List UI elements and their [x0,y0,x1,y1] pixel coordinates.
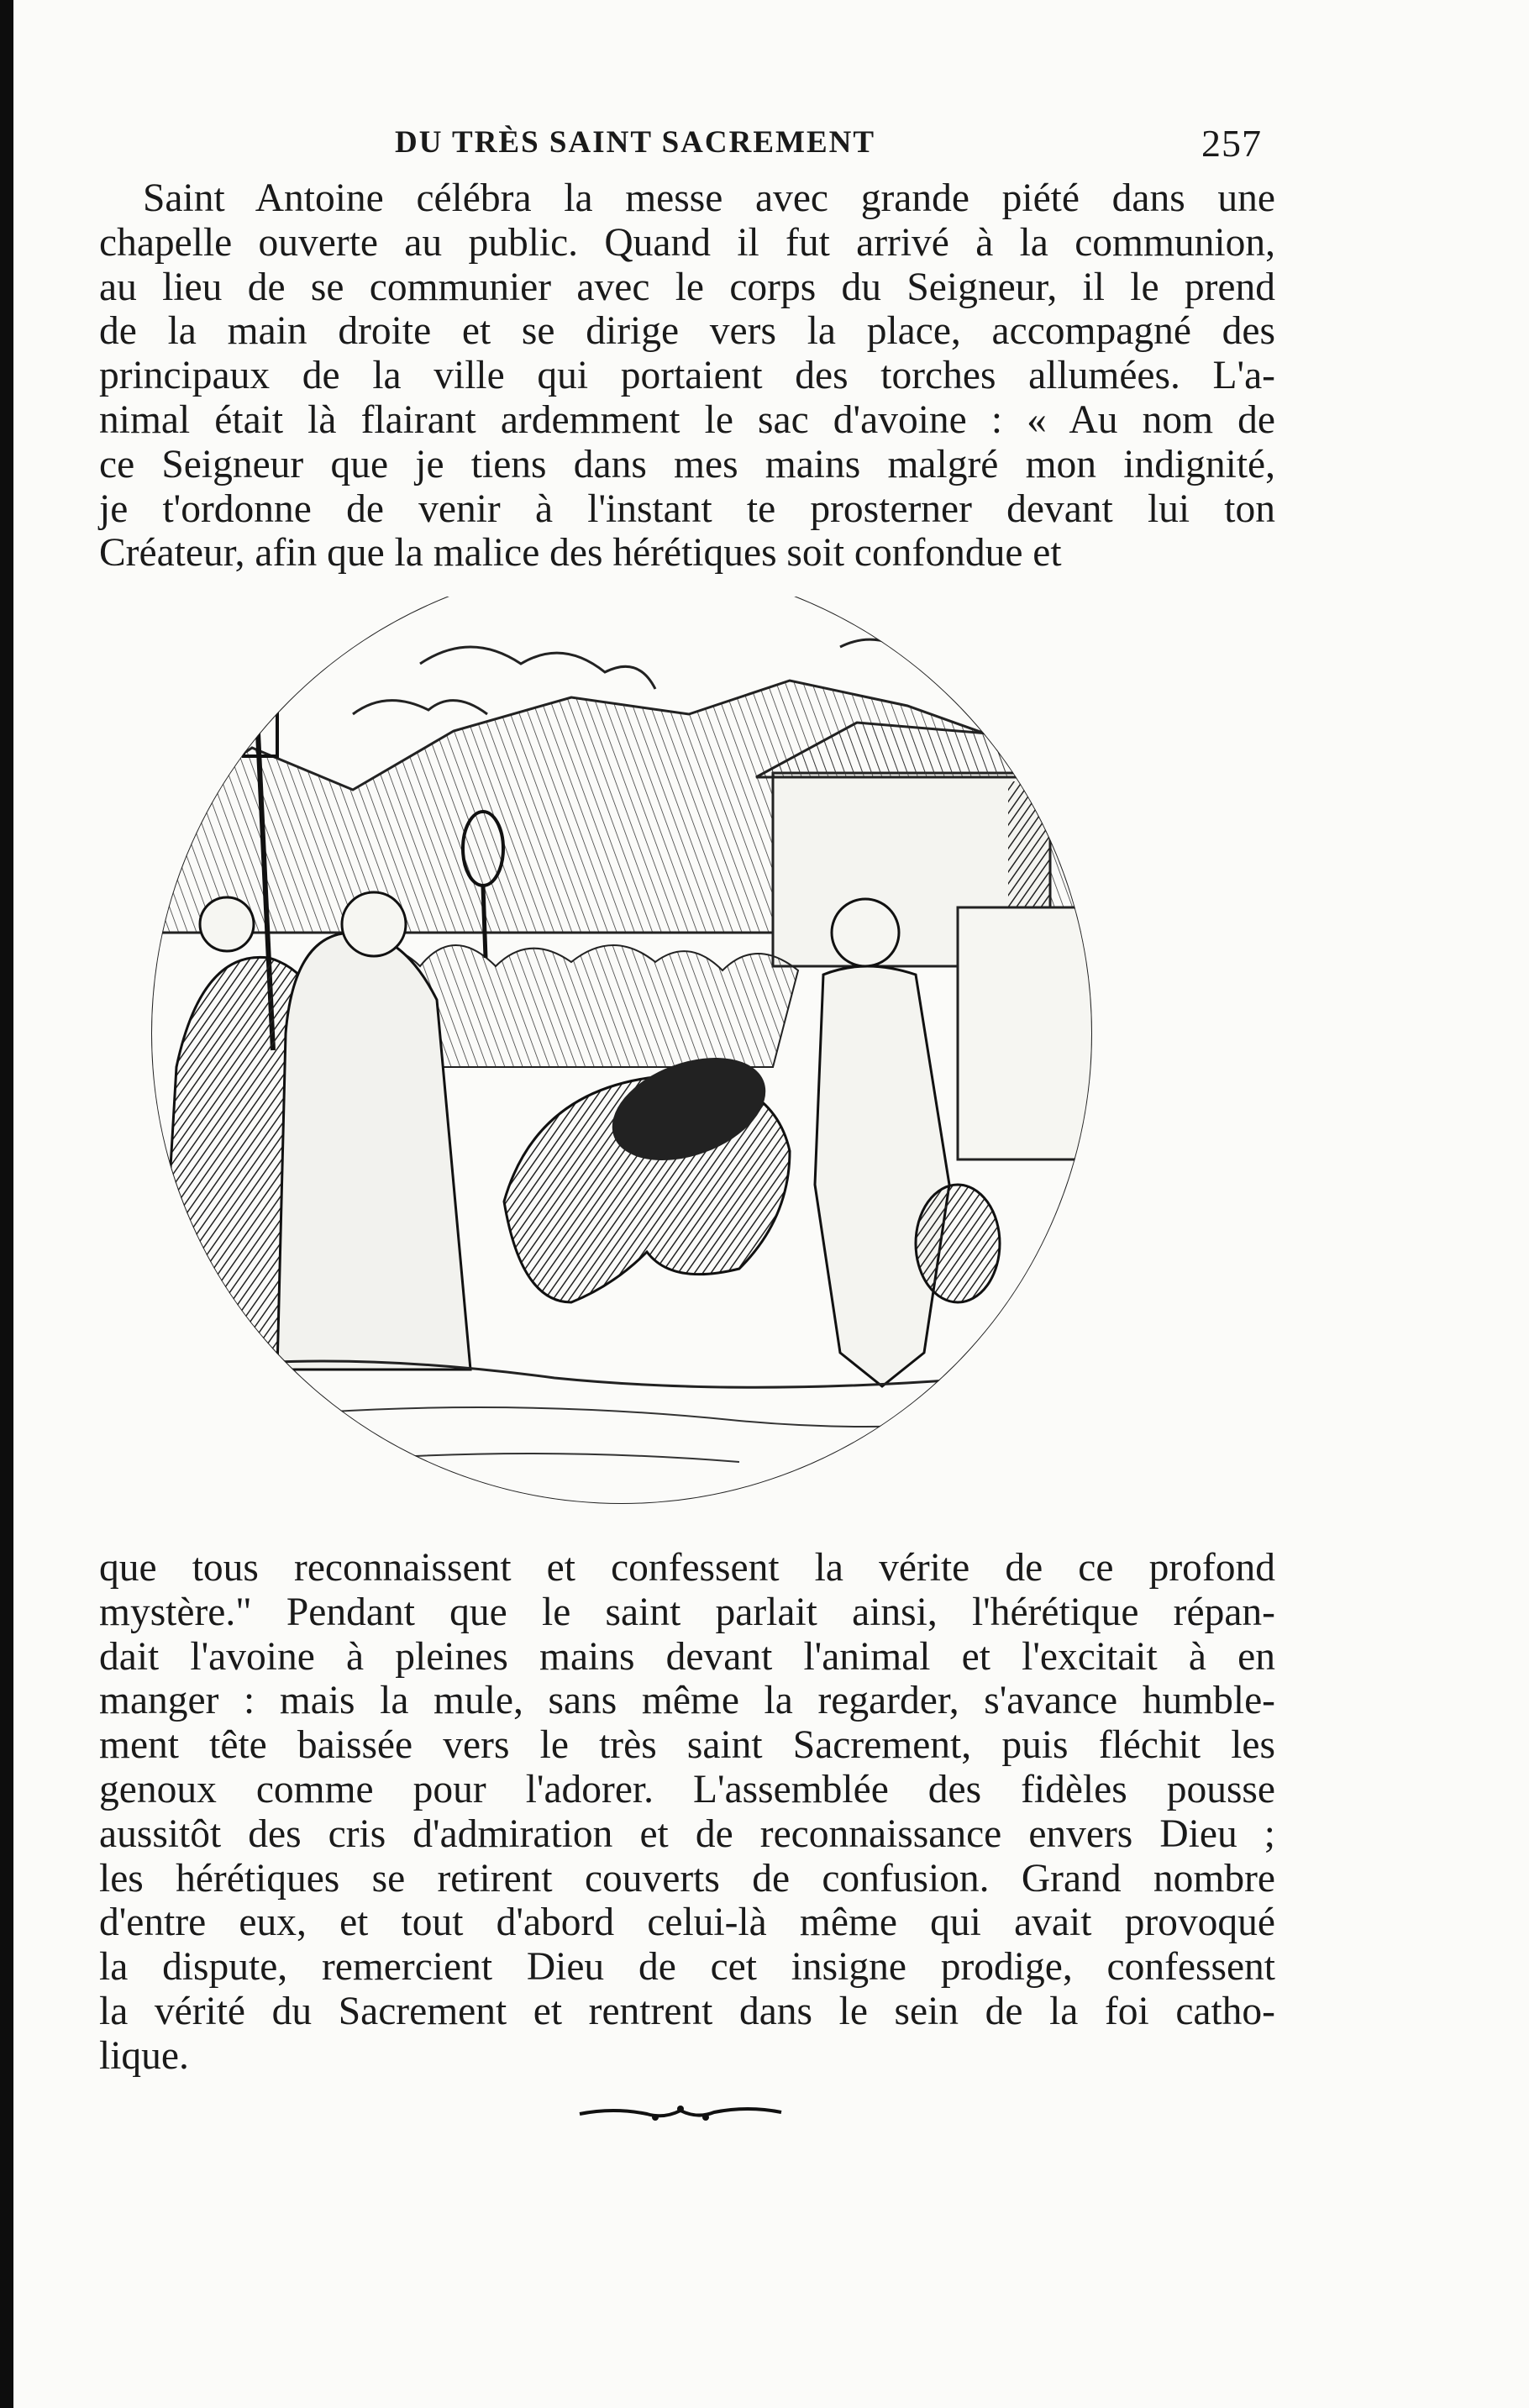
running-title: DU TRÈS SAINT SACREMENT [395,125,876,160]
text-line: chapelle ouverte au public. Quand il fut arrivé à la communion, [99,220,1275,265]
text-line: d'entre eux, et tout d'abord celui-là même qui avait provoqué [99,1901,1275,1945]
text-line: ment tête baissée vers le très saint Sacrement, puis fléchit les [99,1723,1275,1768]
text-line: que tous reconnaissent et confessent la vérite de ce profond [99,1546,1275,1590]
text-line: de la main droite et se dirige vers la place, accompagné des [99,309,1275,354]
text-line: dait l'avoine à pleines mains devant l'animal et l'excitait à en [99,1634,1275,1679]
text-line: genoux comme pour l'adorer. L'assemblée des fidèles pousse [99,1767,1275,1811]
text-line: la vérité du Sacrement et rentrent dans le sein de la foi catho- [99,1989,1275,2033]
text-line: mystère." Pendant que le saint parlait ainsi, l'hérétique répan- [99,1590,1275,1634]
text-line: ce Seigneur que je tiens dans mes mains malgré mon indignité, [99,442,1275,486]
paragraph-top [99,176,1275,576]
fleuron-ornament [571,2095,790,2129]
text-line: les hérétiques se retirent couverts de confusion. Grand nombre [99,1856,1275,1901]
text-line: nimal était là flairant ardemment le sac d'avoine : « Au nom de [99,397,1275,442]
text-line: principaux de la ville qui portaient des torches allumées. L'a- [99,354,1275,398]
text-line: la dispute, remercient Dieu de cet insigne prodige, confessent [99,1945,1275,1990]
text-line: manger : mais la mule, sans même la regarder, s'avance humble- [99,1679,1275,1723]
engraving-illustration [101,597,1277,1529]
engraving-scene [101,622,1277,1462]
text-line: au lieu de se communier avec le corps du Seigneur, il le prend [99,265,1275,309]
text-line: je t'ordonne de venir à l'instant te prosterner devant lui ton [99,486,1275,531]
paragraph-bottom [99,1546,1275,2079]
text-line: Créateur, afin que la malice des hérétiques soit confondue et [99,531,1062,576]
text-line: lique. [99,2033,189,2078]
text-line: Saint Antoine célébra la messe avec grande piété dans une [143,176,1275,220]
text-line: aussitôt des cris d'admiration et de reconnaissance envers Dieu ; [99,1811,1275,1856]
book-spine-shadow [0,0,13,2408]
page-number: 257 [1201,122,1262,165]
